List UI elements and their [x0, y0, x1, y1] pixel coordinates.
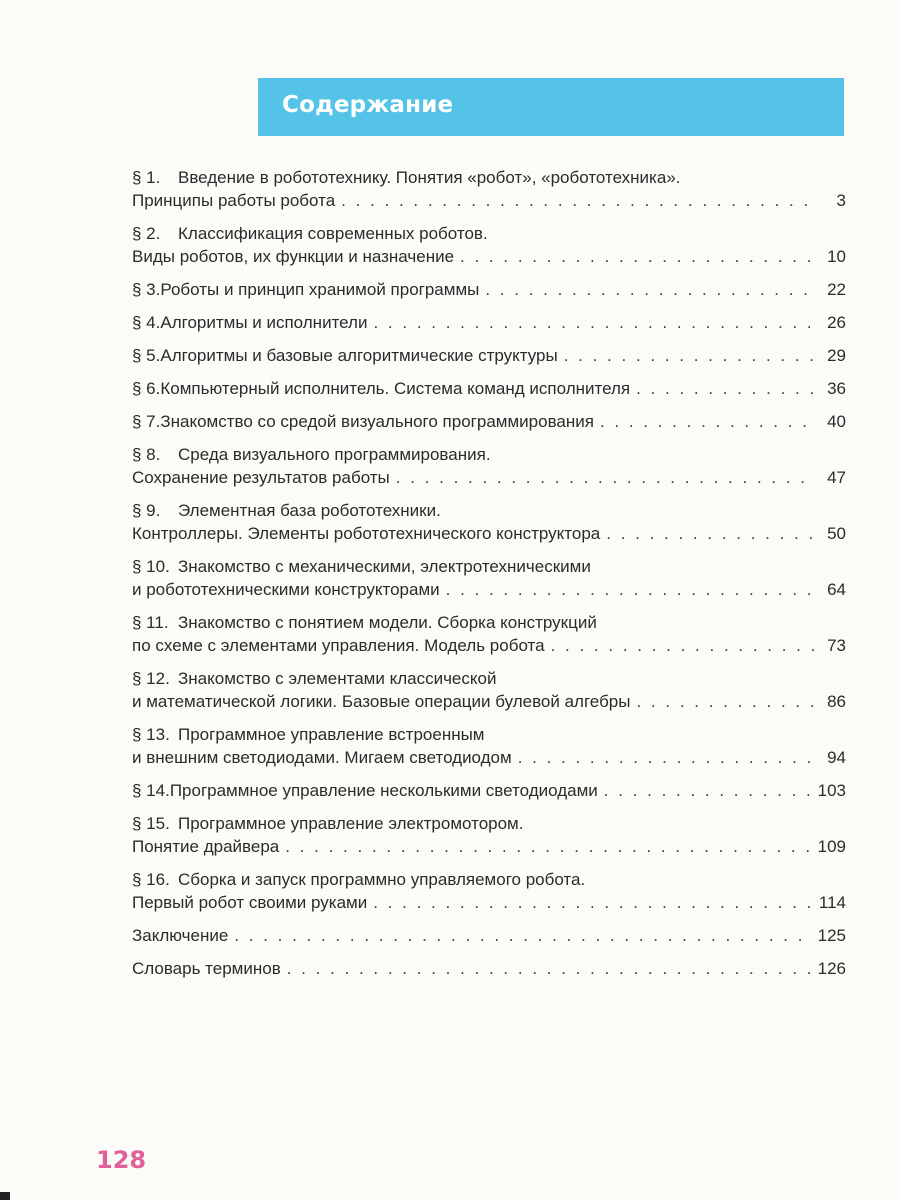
toc-entry [132, 611, 846, 657]
section-number: § 5. [132, 346, 161, 365]
dot-leader [285, 835, 809, 858]
entry-title: и робототехническими конструкторами [132, 580, 440, 599]
dot-leader [551, 634, 814, 657]
section-number: § 16. [132, 870, 170, 889]
toc-entry-line [132, 924, 846, 947]
toc-entry [132, 667, 846, 713]
entry-title: Заключение [132, 926, 229, 945]
section-number: § 15. [132, 814, 170, 833]
entry-page-number: 10 [827, 247, 846, 266]
section-number: § 13. [132, 725, 170, 744]
page-title: Содержание [282, 92, 454, 118]
entry-title: Знакомство с элементами классической [178, 669, 497, 688]
toc-entry [132, 555, 846, 601]
toc-entry [132, 377, 846, 400]
dot-leader [636, 377, 814, 400]
toc-entry-line [132, 779, 846, 802]
toc-entry-line [132, 522, 846, 545]
section-number: § 1. [132, 168, 161, 187]
entry-title: Программное управление несколькими светодиодами [169, 781, 598, 800]
entry-title: Среда визуального программирования. [178, 445, 491, 464]
dot-leader [446, 578, 814, 601]
entry-title: Контроллеры. Элементы робототехнического конструктора [132, 524, 601, 543]
entry-title: Первый робот своими руками [132, 893, 368, 912]
entry-page-number: 114 [818, 893, 846, 912]
dot-leader [373, 891, 811, 914]
entry-page-number: 40 [827, 412, 846, 431]
toc-entry [132, 723, 846, 769]
section-number: § 8. [132, 445, 161, 464]
entry-title: Словарь терминов [132, 959, 281, 978]
toc-entry [132, 443, 846, 489]
entry-page-number: 64 [827, 580, 846, 599]
dot-leader [341, 189, 814, 212]
entry-title: Знакомство с механическими, электротехническими [178, 557, 591, 576]
toc-entry-line [132, 377, 846, 400]
toc-entry-line [132, 611, 846, 634]
toc-entry [132, 278, 846, 301]
toc-entry-line [132, 957, 846, 980]
toc-entry-line [132, 723, 846, 746]
entry-title: Знакомство с понятием модели. Сборка конструкций [178, 613, 597, 632]
entry-title: по схеме с элементами управления. Модель робота [132, 636, 545, 655]
dot-leader [460, 245, 814, 268]
toc-entry-line [132, 634, 846, 657]
toc-entry-line [132, 466, 846, 489]
toc-entry-line [132, 245, 846, 268]
dot-leader [287, 957, 810, 980]
entry-title: Программное управление встроенным [178, 725, 485, 744]
toc-entry-line [132, 690, 846, 713]
entry-title: Сохранение результатов работы [132, 468, 390, 487]
toc-entry-line [132, 222, 846, 245]
entry-title: Принципы работы робота [132, 191, 336, 210]
dot-leader [636, 690, 814, 713]
dot-leader [485, 278, 814, 301]
entry-title: Виды роботов, их функции и назначение [132, 247, 455, 266]
toc-entry-line [132, 868, 846, 891]
corner-mark [0, 1192, 10, 1200]
section-number: § 9. [132, 501, 161, 520]
entry-page-number: 36 [827, 379, 846, 398]
entry-page-number: 126 [817, 959, 846, 978]
dot-leader [396, 466, 814, 489]
section-number: § 11. [132, 613, 169, 632]
page-number: 128 [96, 1146, 147, 1174]
entry-title: и внешним светодиодами. Мигаем светодиодом [132, 748, 512, 767]
entry-title: и математической логики. Базовые операции булевой алгебры [132, 692, 631, 711]
entry-page-number: 22 [827, 280, 846, 299]
toc-entry [132, 812, 846, 858]
entry-page-number: 94 [827, 748, 846, 767]
entry-title: Введение в робототехнику. Понятия «робот», «робототехника». [178, 168, 681, 187]
entry-page-number: 103 [817, 781, 846, 800]
toc-entry [132, 311, 846, 334]
entry-page-number: 109 [817, 837, 846, 856]
toc-entry-line [132, 891, 846, 914]
toc-entry-line [132, 410, 846, 433]
entry-page-number: 125 [817, 926, 846, 945]
toc-entry-line [132, 278, 846, 301]
toc-entry [132, 410, 846, 433]
toc-entry-line [132, 667, 846, 690]
entry-page-number: 73 [827, 636, 846, 655]
entry-page-number: 29 [827, 346, 846, 365]
section-number: § 10. [132, 557, 170, 576]
dot-leader [518, 746, 814, 769]
entry-title: Роботы и принцип хранимой программы [160, 280, 480, 299]
entry-title: Сборка и запуск программно управляемого робота. [178, 870, 586, 889]
toc-entry-line [132, 578, 846, 601]
toc-entry-line [132, 344, 846, 367]
entry-title: Компьютерный исполнитель. Система команд исполнителя [160, 379, 631, 398]
dot-leader [373, 311, 814, 334]
toc-entry-line [132, 835, 846, 858]
entry-title: Программное управление электромотором. [178, 814, 524, 833]
entry-page-number: 47 [827, 468, 846, 487]
toc-entry [132, 499, 846, 545]
section-number: § 12. [132, 669, 170, 688]
dot-leader [564, 344, 814, 367]
table-of-contents [132, 166, 846, 990]
toc-entry-line [132, 555, 846, 578]
dot-leader [234, 924, 809, 947]
entry-title: Элементная база робототехники. [178, 501, 441, 520]
toc-entry-line [132, 746, 846, 769]
toc-entry [132, 924, 846, 947]
toc-entry-line [132, 311, 846, 334]
entry-title: Классификация современных роботов. [178, 224, 488, 243]
toc-entry [132, 868, 846, 914]
toc-entry-line [132, 812, 846, 835]
entry-title: Знакомство со средой визуального программирования [160, 412, 594, 431]
toc-entry-line [132, 443, 846, 466]
entry-title: Понятие драйвера [132, 837, 280, 856]
section-number: § 7. [132, 412, 161, 431]
section-number: § 4. [132, 313, 161, 332]
toc-entry-line [132, 166, 846, 189]
entry-title: Алгоритмы и базовые алгоритмические структуры [160, 346, 558, 365]
toc-entry [132, 222, 846, 268]
toc-entry-line [132, 499, 846, 522]
dot-leader [606, 522, 814, 545]
toc-entry [132, 344, 846, 367]
entry-page-number: 26 [827, 313, 846, 332]
section-number: § 6. [132, 379, 161, 398]
toc-entry-line [132, 189, 846, 212]
section-number: § 2. [132, 224, 161, 243]
toc-entry [132, 166, 846, 212]
header-band [258, 78, 844, 136]
entry-title: Алгоритмы и исполнители [160, 313, 368, 332]
section-number: § 3. [132, 280, 161, 299]
toc-entry [132, 957, 846, 980]
toc-entry [132, 779, 846, 802]
entry-page-number: 3 [836, 191, 846, 210]
dot-leader [600, 410, 814, 433]
section-number: § 14. [132, 781, 170, 800]
dot-leader [604, 779, 810, 802]
entry-page-number: 86 [827, 692, 846, 711]
entry-page-number: 50 [827, 524, 846, 543]
